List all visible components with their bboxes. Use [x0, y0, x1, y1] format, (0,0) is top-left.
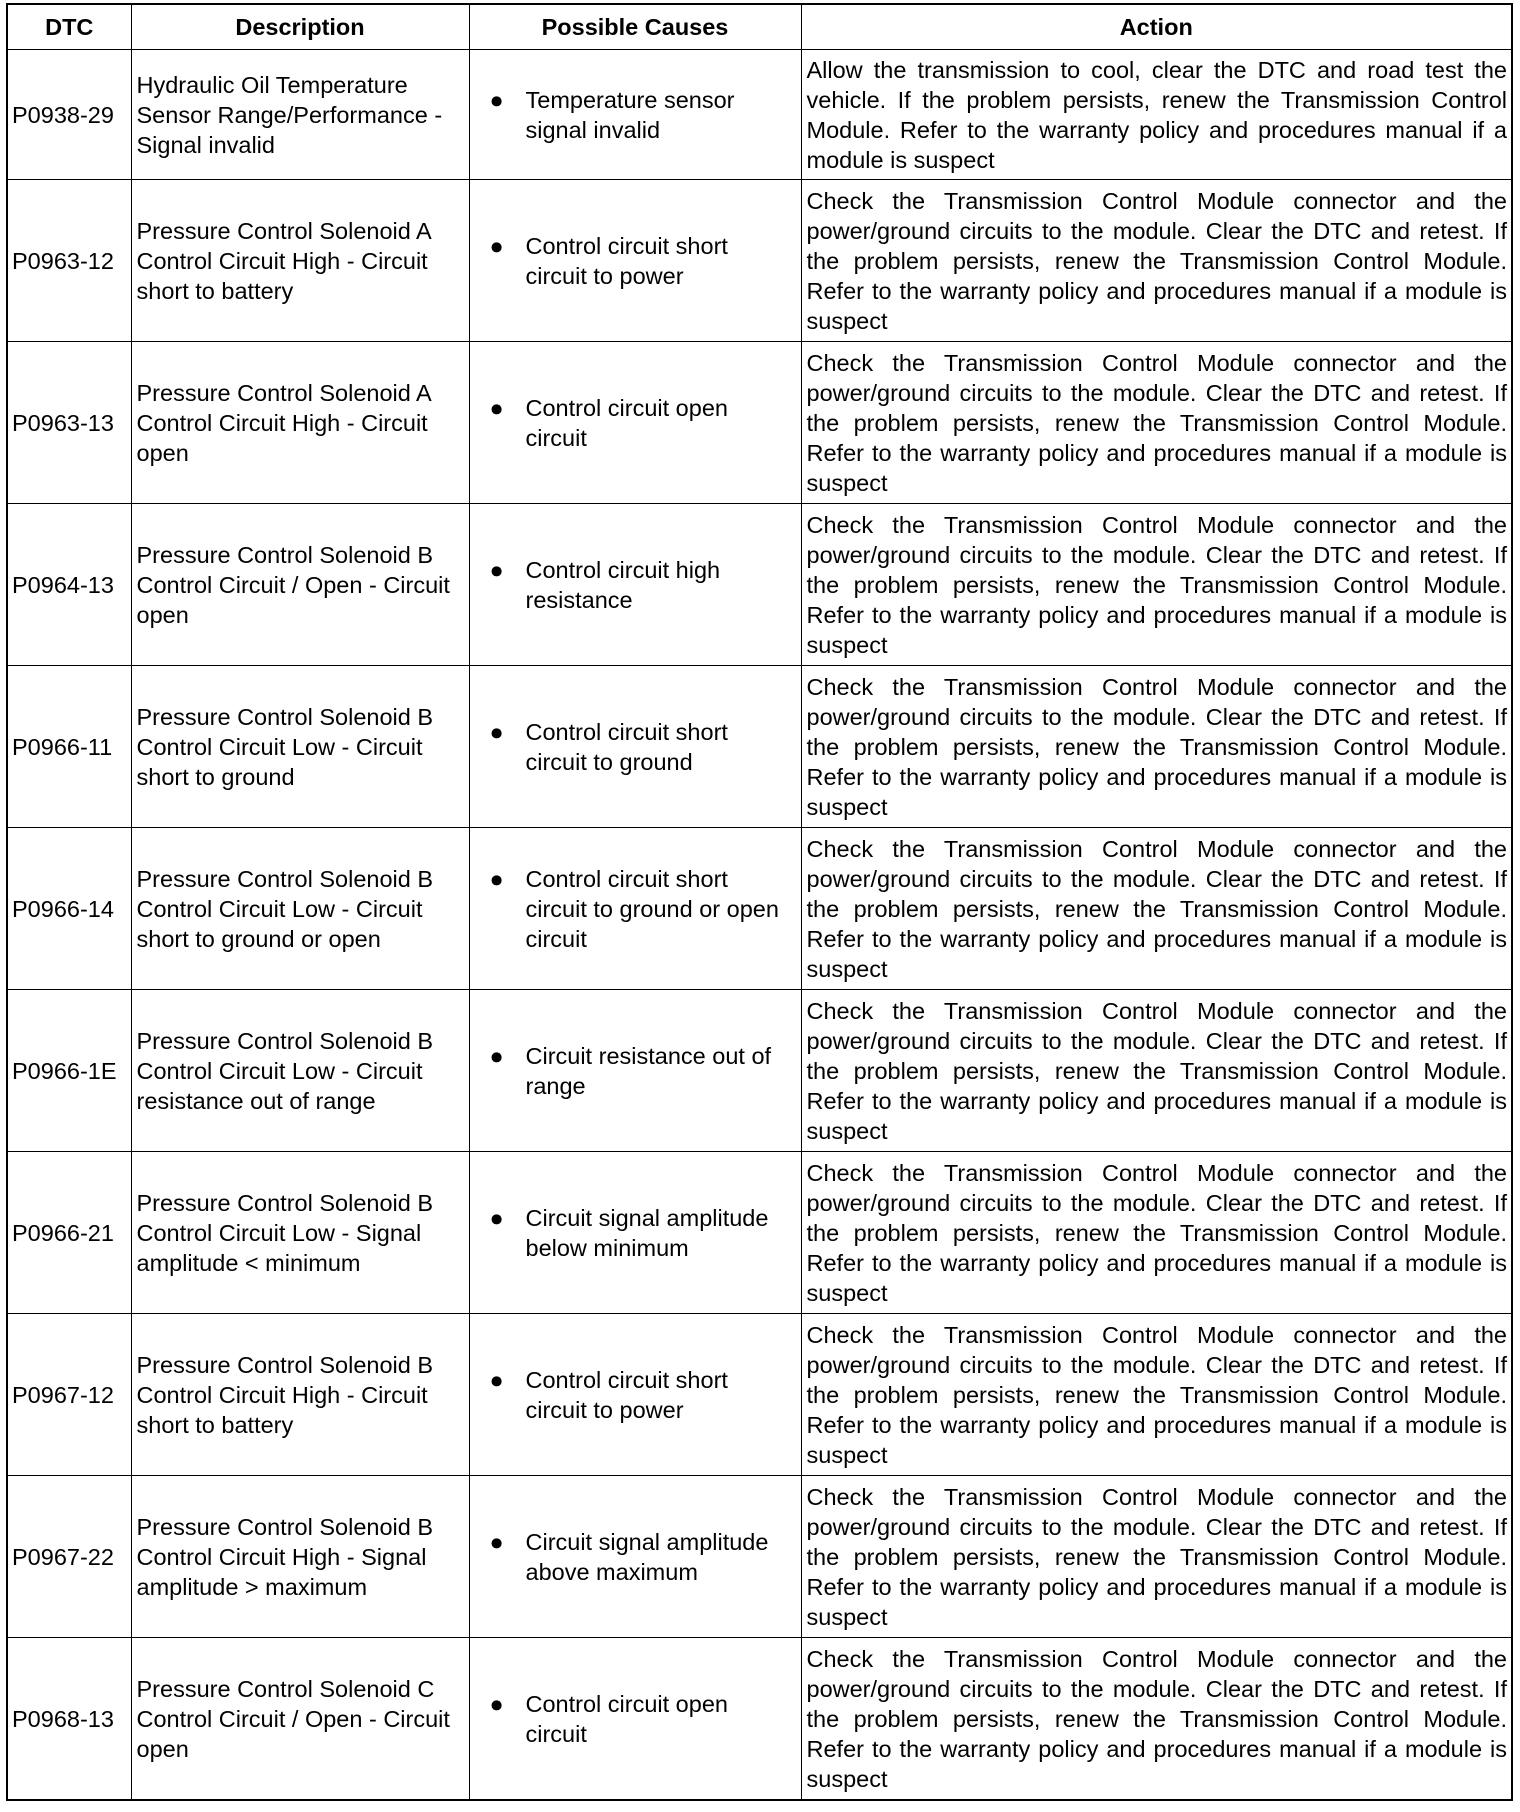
bullet-icon: ●: [489, 394, 504, 421]
bullet-icon: ●: [489, 1204, 504, 1231]
dtc-code: P0966-11: [7, 666, 131, 828]
possible-cause-text: Control circuit short circuit to ground or open circuit: [525, 865, 779, 952]
possible-cause-text: Control circuit open circuit: [525, 1690, 728, 1747]
dtc-description: Pressure Control Solenoid B Control Circuit High - Signal amplitude > maximum: [131, 1476, 469, 1638]
possible-cause-text: Circuit signal amplitude below minimum: [525, 1204, 769, 1261]
action-text: Allow the transmission to cool, clear the DTC and road test the vehicle. If the problem persists, renew the Transmission Control Module. Refer to the warranty policy and procedures manual if a module is suspect: [801, 50, 1512, 180]
dtc-description: Pressure Control Solenoid C Control Circuit / Open - Circuit open: [131, 1638, 469, 1801]
action-text: Check the Transmission Control Module connector and the power/ground circuits to the module. Clear the DTC and retest. If the problem persists, renew the Transmission Control Module. Refer to the warranty policy and procedures manual if a module is suspect: [801, 666, 1512, 828]
action-text: Check the Transmission Control Module connector and the power/ground circuits to the module. Clear the DTC and retest. If the problem persists, renew the Transmission Control Module. Refer to the warranty policy and procedures manual if a module is suspect: [801, 990, 1512, 1152]
table-row: [7, 1638, 1512, 1801]
bullet-icon: ●: [489, 232, 504, 259]
possible-cause: [469, 50, 801, 180]
action-text: Check the Transmission Control Module connector and the power/ground circuits to the module. Clear the DTC and retest. If the problem persists, renew the Transmission Control Module. Refer to the warranty policy and procedures manual if a module is suspect: [801, 504, 1512, 666]
possible-cause: [469, 342, 801, 504]
possible-cause: [469, 1476, 801, 1638]
bullet-icon: ●: [489, 865, 504, 892]
table-row: [7, 504, 1512, 666]
bullet-icon: ●: [489, 1528, 504, 1555]
table-row: [7, 828, 1512, 990]
dtc-description: Hydraulic Oil Temperature Sensor Range/Performance - Signal invalid: [131, 50, 469, 180]
dtc-description: Pressure Control Solenoid B Control Circuit Low - Circuit short to ground: [131, 666, 469, 828]
action-text: Check the Transmission Control Module connector and the power/ground circuits to the module. Clear the DTC and retest. If the problem persists, renew the Transmission Control Module. Refer to the warranty policy and procedures manual if a module is suspect: [801, 1314, 1512, 1476]
table-row: [7, 180, 1512, 342]
table-row: [7, 666, 1512, 828]
bullet-icon: ●: [489, 556, 504, 583]
dtc-description: Pressure Control Solenoid A Control Circuit High - Circuit open: [131, 342, 469, 504]
dtc-code: P0964-13: [7, 504, 131, 666]
dtc-code: P0967-22: [7, 1476, 131, 1638]
action-text: Check the Transmission Control Module connector and the power/ground circuits to the module. Clear the DTC and retest. If the problem persists, renew the Transmission Control Module. Refer to the warranty policy and procedures manual if a module is suspect: [801, 828, 1512, 990]
possible-cause: [469, 504, 801, 666]
dtc-code: P0968-13: [7, 1638, 131, 1801]
possible-cause: [469, 1638, 801, 1801]
possible-cause: [469, 1152, 801, 1314]
bullet-icon: ●: [489, 1042, 504, 1069]
dtc-description: Pressure Control Solenoid B Control Circuit High - Circuit short to battery: [131, 1314, 469, 1476]
table-row: [7, 1152, 1512, 1314]
possible-cause: [469, 828, 801, 990]
header-action: Action: [801, 4, 1512, 50]
table-header-row: [7, 4, 1512, 50]
possible-cause: [469, 1314, 801, 1476]
possible-cause-text: Circuit signal amplitude above maximum: [525, 1528, 769, 1585]
action-text: Check the Transmission Control Module connector and the power/ground circuits to the module. Clear the DTC and retest. If the problem persists, renew the Transmission Control Module. Refer to the warranty policy and procedures manual if a module is suspect: [801, 342, 1512, 504]
dtc-table: [6, 3, 1513, 1801]
table-row: [7, 1476, 1512, 1638]
header-dtc: DTC: [7, 4, 131, 50]
possible-cause: [469, 666, 801, 828]
header-possible-causes: Possible Causes: [469, 4, 801, 50]
possible-cause: [469, 990, 801, 1152]
dtc-code: P0966-21: [7, 1152, 131, 1314]
document-page: [6, 3, 1511, 1801]
table-row: [7, 342, 1512, 504]
possible-cause-text: Control circuit short circuit to ground: [525, 718, 728, 775]
bullet-icon: ●: [489, 718, 504, 745]
table-row: [7, 1314, 1512, 1476]
dtc-code: P0966-1E: [7, 990, 131, 1152]
action-text: Check the Transmission Control Module connector and the power/ground circuits to the module. Clear the DTC and retest. If the problem persists, renew the Transmission Control Module. Refer to the warranty policy and procedures manual if a module is suspect: [801, 1152, 1512, 1314]
dtc-code: P0963-13: [7, 342, 131, 504]
bullet-icon: ●: [489, 1690, 504, 1717]
possible-cause-text: Temperature sensor signal invalid: [525, 86, 735, 143]
possible-cause: [469, 180, 801, 342]
action-text: Check the Transmission Control Module connector and the power/ground circuits to the module. Clear the DTC and retest. If the problem persists, renew the Transmission Control Module. Refer to the warranty policy and procedures manual if a module is suspect: [801, 1476, 1512, 1638]
dtc-description: Pressure Control Solenoid A Control Circuit High - Circuit short to battery: [131, 180, 469, 342]
dtc-description: Pressure Control Solenoid B Control Circuit / Open - Circuit open: [131, 504, 469, 666]
header-description: Description: [131, 4, 469, 50]
table-row: [7, 990, 1512, 1152]
dtc-code: P0963-12: [7, 180, 131, 342]
dtc-description: Pressure Control Solenoid B Control Circuit Low - Signal amplitude < minimum: [131, 1152, 469, 1314]
bullet-icon: ●: [489, 86, 504, 113]
dtc-code: P0938-29: [7, 50, 131, 180]
bullet-icon: ●: [489, 1366, 504, 1393]
table-row: [7, 50, 1512, 180]
possible-cause-text: Control circuit short circuit to power: [525, 232, 728, 289]
action-text: Check the Transmission Control Module connector and the power/ground circuits to the module. Clear the DTC and retest. If the problem persists, renew the Transmission Control Module. Refer to the warranty policy and procedures manual if a module is suspect: [801, 180, 1512, 342]
action-text: Check the Transmission Control Module connector and the power/ground circuits to the module. Clear the DTC and retest. If the problem persists, renew the Transmission Control Module. Refer to the warranty policy and procedures manual if a module is suspect: [801, 1638, 1512, 1801]
dtc-code: P0966-14: [7, 828, 131, 990]
possible-cause-text: Control circuit high resistance: [525, 556, 721, 613]
possible-cause-text: Control circuit short circuit to power: [525, 1366, 728, 1423]
dtc-description: Pressure Control Solenoid B Control Circuit Low - Circuit short to ground or open: [131, 828, 469, 990]
dtc-description: Pressure Control Solenoid B Control Circuit Low - Circuit resistance out of range: [131, 990, 469, 1152]
possible-cause-text: Circuit resistance out of range: [525, 1042, 772, 1099]
possible-cause-text: Control circuit open circuit: [525, 394, 728, 451]
dtc-code: P0967-12: [7, 1314, 131, 1476]
